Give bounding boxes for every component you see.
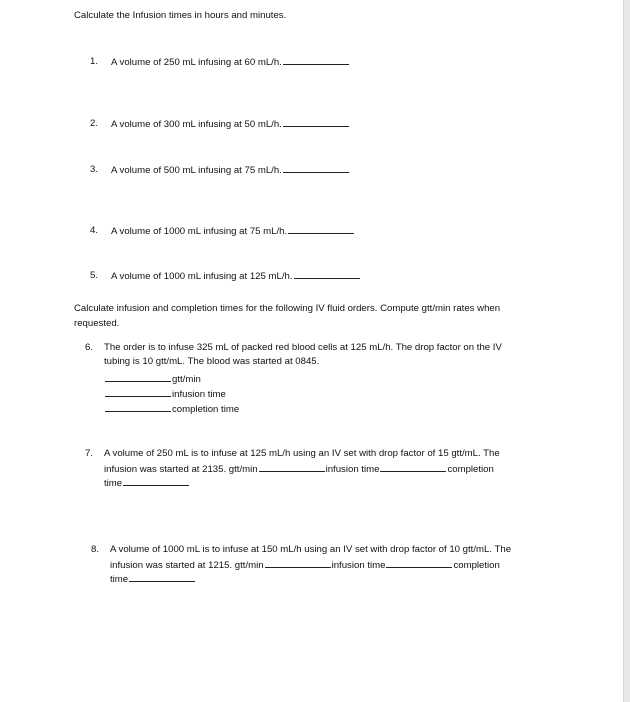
answer-blank[interactable]	[288, 224, 354, 234]
infusion-time-blank[interactable]	[105, 387, 171, 397]
answer-blank[interactable]	[283, 55, 349, 65]
q6-answer-label: gtt/min	[172, 374, 201, 385]
item-number: 1.	[89, 56, 98, 67]
completion-time-blank[interactable]	[105, 402, 171, 412]
q8-line1: A volume of 1000 mL is to infuse at 150 mL/h using an IV set with drop factor of 10 gtt/mL. The	[110, 544, 512, 555]
q8-line2-label: infusion time	[331, 560, 386, 571]
q7-line3-label: time	[104, 478, 123, 489]
gtt-min-blank[interactable]	[265, 558, 331, 568]
completion-time-blank[interactable]	[123, 476, 189, 486]
item-number: 7.	[84, 448, 93, 459]
gtt-min-blank[interactable]	[105, 372, 171, 382]
completion-time-blank[interactable]	[129, 572, 195, 582]
item-text: A volume of 1000 mL infusing at 75 mL/h.	[111, 226, 288, 237]
answer-blank[interactable]	[283, 163, 349, 173]
q8-line2-label: completion	[453, 560, 500, 571]
q6-line1: The order is to infuse 325 mL of packed red blood cells at 125 mL/h. The drop factor on the IV	[104, 342, 502, 353]
section2-heading-line1: Calculate infusion and completion times for the following IV fluid orders. Compute gtt/min rates when	[74, 303, 501, 314]
answer-blank[interactable]	[283, 117, 349, 127]
q6-line2: tubing is 10 gtt/mL. The blood was started at 0845.	[104, 356, 320, 367]
item-text: A volume of 300 mL infusing at 50 mL/h.	[111, 119, 282, 130]
item-text: A volume of 250 mL infusing at 60 mL/h.	[111, 57, 282, 68]
item-number: 2.	[89, 118, 98, 129]
section1-heading: Calculate the Infusion times in hours and minutes.	[74, 10, 287, 21]
q6-answer-label: completion time	[172, 404, 240, 415]
q7-line1: A volume of 250 mL is to infuse at 125 mL/h using an IV set with drop factor of 15 gtt/mL. The	[104, 448, 500, 459]
q6-answer-label: infusion time	[172, 389, 226, 400]
q7-line2-text: infusion was started at 2135. gtt/min	[104, 464, 258, 475]
infusion-time-blank[interactable]	[380, 462, 446, 472]
item-number: 8.	[90, 544, 99, 555]
item-number: 4.	[89, 225, 98, 236]
gtt-min-blank[interactable]	[259, 462, 325, 472]
q8-line2-text: infusion was started at 1215. gtt/min	[110, 560, 264, 571]
page-edge	[623, 0, 630, 702]
section2-heading-line2: requested.	[74, 318, 120, 329]
item-text: A volume of 500 mL infusing at 75 mL/h.	[111, 165, 282, 176]
q8-line3-label: time	[110, 574, 129, 585]
infusion-time-blank[interactable]	[386, 558, 452, 568]
item-number: 5.	[89, 270, 98, 281]
q7-line2-label: completion	[447, 464, 494, 475]
q7-line2-label: infusion time	[325, 464, 380, 475]
answer-blank[interactable]	[294, 269, 360, 279]
item-number: 6.	[84, 342, 93, 353]
item-number: 3.	[89, 164, 98, 175]
item-text: A volume of 1000 mL infusing at 125 mL/h.	[111, 271, 293, 282]
